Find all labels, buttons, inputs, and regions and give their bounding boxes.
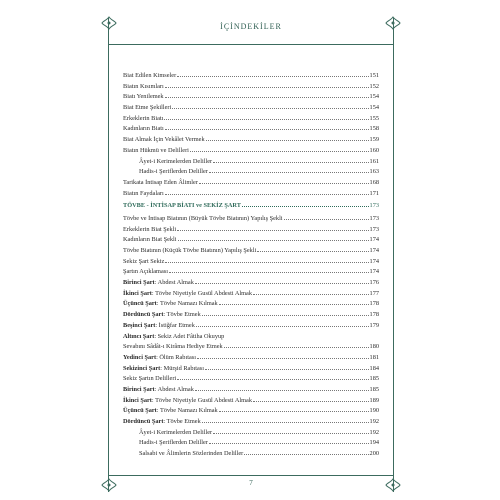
toc-entry-label — [123, 428, 212, 439]
toc-entry-label — [123, 438, 208, 449]
toc-entry-label-text: Biat Almak İçin Vekâlet Vermek — [123, 136, 205, 144]
footer-rule — [109, 475, 393, 476]
toc-entry-label-text: : Mürşid Rabıtası — [160, 364, 204, 372]
dot-leader — [253, 400, 369, 402]
toc-entry-label — [123, 189, 164, 200]
toc-entry-label — [123, 449, 243, 460]
toc-entry-label-text: Tövbe ve İntisap Biatının (Büyük Tövbe Biatının) Yapılış Şekli — [123, 214, 283, 222]
dot-leader — [225, 337, 378, 338]
toc-entry-label-text: : Ölüm Rabıtası — [156, 353, 196, 361]
toc-entry — [123, 449, 379, 460]
toc-entry-page: 168 — [369, 178, 379, 186]
toc-entry-label — [123, 92, 164, 103]
toc-entry — [123, 332, 379, 343]
toc-entry-label — [123, 332, 224, 343]
dot-leader — [196, 325, 369, 327]
toc-entry-page: 160 — [369, 146, 379, 154]
toc-entry-label-text: Tarikata İntisap Eden Âlimler — [123, 178, 198, 186]
toc-entry-label-text: : Tövbe Namazı Kılmak — [156, 407, 218, 415]
dot-leader — [165, 86, 369, 88]
toc-entry — [123, 289, 379, 300]
toc-entry-label-text: Sekiz Şart Sekiz — [123, 257, 165, 265]
toc-entry — [123, 385, 379, 396]
toc-entry-label-bold: Üçüncü Şart — [123, 300, 157, 308]
toc-entry-label — [123, 299, 218, 310]
dot-leader — [165, 96, 369, 98]
dot-leader — [172, 107, 368, 109]
toc-entry — [123, 428, 379, 439]
toc-entry-page: 192 — [369, 418, 379, 425]
toc-entry — [123, 353, 379, 364]
toc-entry-label-text: Tövbe Biatının (Küçük Tövbe Biatının) Yapılış Şekli — [123, 247, 257, 254]
toc-entry-label-bold: Birinci Şart — [123, 385, 155, 393]
toc-entry-label-bold: İkinci Şart — [123, 396, 152, 404]
toc-entry — [123, 157, 379, 168]
toc-entry-label — [123, 396, 252, 407]
toc-entry-label — [123, 406, 218, 417]
dot-leader — [219, 303, 369, 305]
toc-entry-page: 181 — [369, 353, 379, 361]
toc-entry-label-text: : İstiğfar Etmek — [155, 321, 195, 329]
dot-leader — [244, 453, 368, 455]
toc-entry — [123, 342, 379, 353]
toc-entry — [123, 257, 379, 268]
toc-entry-label-text: Sekiz Şartın Delilleri — [123, 375, 177, 383]
toc-entry-label-text: Hadis-i Şeriflerden Deliller — [139, 168, 208, 176]
toc-entry-page: 158 — [369, 125, 379, 133]
toc-entry-label — [123, 353, 196, 364]
toc-entry — [123, 225, 379, 236]
toc-entry-page: 176 — [369, 279, 379, 287]
toc-entry-label — [123, 82, 164, 93]
toc-entry-page: 171 — [369, 189, 379, 197]
toc-entry-label — [123, 124, 164, 135]
toc-entry-label — [123, 289, 252, 300]
toc-entry — [123, 189, 379, 200]
dot-leader — [205, 368, 369, 370]
toc-entry-label-bold: Birinci Şart — [123, 279, 155, 287]
dot-leader — [165, 193, 369, 195]
toc-entry-label-text: Kadınların Biat Şekli — [123, 236, 177, 244]
toc-entry-label — [123, 257, 164, 268]
dot-leader — [213, 161, 368, 163]
toc-entry — [123, 267, 379, 278]
toc-entry-label-text: Hadis-i Şeriflerden Deliller — [139, 439, 208, 447]
toc-entry-label-bold: Üçüncü Şart — [123, 407, 157, 415]
toc-entry — [123, 114, 379, 125]
toc-entry-page: 178 — [369, 300, 379, 308]
toc-entry — [123, 167, 379, 178]
toc-section-heading — [123, 201, 379, 212]
toc-entry-page: 154 — [369, 104, 379, 112]
toc-entry-page: 151 — [369, 72, 379, 79]
toc-entry-label — [123, 267, 168, 278]
toc-entry-label-text: Biatı Yenilemek — [123, 93, 164, 101]
toc-entry — [123, 92, 379, 103]
toc-entry-page: 173 — [369, 225, 379, 233]
toc-entry-page: 163 — [369, 168, 379, 176]
toc-entry-label-text: Salsabi ve Âlimlerin Sözlerinden Deliller — [139, 450, 244, 458]
toc-entry-label — [123, 321, 195, 332]
toc-entry-label — [123, 417, 201, 428]
dot-leader — [213, 432, 368, 434]
table-of-contents — [123, 71, 379, 460]
toc-entry-label — [123, 214, 283, 225]
dot-leader — [219, 410, 369, 412]
toc-entry-label — [123, 235, 177, 246]
dot-leader — [195, 282, 369, 284]
toc-entry-page: 152 — [369, 82, 379, 90]
toc-entry-page: 174 — [369, 247, 379, 254]
toc-entry-label — [123, 385, 194, 396]
toc-entry-label-text: Şartın Açıklaması — [123, 268, 168, 276]
toc-entry-label-text: : Tövbe Namazı Kılmak — [156, 300, 218, 308]
dot-leader — [177, 378, 368, 380]
toc-entry-label-text: Biat Etme Şekilleri — [123, 104, 172, 112]
toc-entry-page: 189 — [369, 396, 379, 404]
toc-entry-page: 174 — [369, 236, 379, 244]
dot-leader — [169, 271, 369, 273]
dot-leader — [177, 75, 368, 77]
toc-entry-label — [123, 364, 204, 375]
toc-entry — [123, 374, 379, 385]
toc-entry-label-text: Biatın Kısımları — [123, 82, 164, 90]
toc-entry-label — [123, 135, 205, 146]
toc-entry — [123, 246, 379, 257]
toc-entry-page: 185 — [369, 375, 379, 383]
toc-entry-label-text: : Tövbe Etmek — [163, 311, 201, 319]
toc-entry-label-text: Biatın Hükmü ve Delilleri — [123, 146, 189, 154]
toc-entry — [123, 103, 379, 114]
toc-entry-page: 155 — [369, 114, 379, 122]
dot-leader — [197, 357, 369, 359]
toc-entry-label-bold: Yedinci Şart — [123, 353, 157, 361]
toc-entry — [123, 299, 379, 310]
toc-entry-page: 154 — [369, 93, 379, 101]
toc-entry — [123, 124, 379, 135]
dot-leader — [257, 250, 368, 252]
toc-entry-page: 173 — [369, 202, 379, 210]
dot-leader — [195, 389, 369, 391]
dot-leader — [284, 218, 369, 220]
toc-entry-label-bold: İkinci Şart — [123, 289, 152, 297]
toc-entry-page: 174 — [369, 268, 379, 276]
toc-entry — [123, 71, 379, 82]
toc-entry-label-text: Sevabını Sâdât-ı Kirâma Hediye Etmek — [123, 343, 223, 351]
toc-entry-label-text: Âyet-i Kerimelerden Deliller — [139, 157, 213, 165]
toc-entry — [123, 146, 379, 157]
dot-leader — [190, 150, 369, 152]
toc-entry-label — [123, 342, 223, 353]
toc-entry-label-text: : Sekiz Adet Fâtiha Okuyup — [154, 332, 225, 340]
toc-entry-label — [123, 201, 241, 212]
page-frame — [108, 18, 394, 492]
dot-leader — [165, 261, 368, 263]
toc-entry-label-text: Biat Edilen Kimseler — [123, 72, 177, 79]
toc-entry-label — [123, 157, 212, 168]
toc-entry-page: 178 — [369, 311, 379, 319]
toc-entry-label-bold: Dördüncü Şart — [123, 311, 164, 319]
toc-entry-label — [123, 103, 171, 114]
toc-entry — [123, 82, 379, 93]
toc-entry-label-bold: Sekizinci Şart — [123, 364, 161, 372]
dot-leader — [178, 239, 369, 241]
dot-leader — [206, 139, 369, 141]
toc-entry-label-text: : Tövbe Etmek — [163, 418, 201, 425]
header-rule — [109, 44, 393, 45]
toc-entry-page: 177 — [369, 289, 379, 297]
toc-entry-page: 190 — [369, 407, 379, 415]
toc-entry-label — [123, 246, 256, 257]
toc-entry — [123, 178, 379, 189]
toc-entry-label-text: Biatın Faydaları — [123, 189, 164, 197]
dot-leader — [242, 205, 369, 207]
toc-entry-page: 173 — [369, 214, 379, 222]
dot-leader — [165, 128, 369, 130]
dot-leader — [177, 229, 368, 231]
toc-entry-page: 179 — [369, 321, 379, 329]
toc-entry — [123, 396, 379, 407]
toc-entry-label — [123, 225, 176, 236]
toc-entry-label — [123, 71, 176, 82]
toc-entry-label-text: Kadınların Biatı — [123, 125, 164, 133]
toc-entry-page: 180 — [369, 343, 379, 351]
toc-entry-label-bold: Altıncı Şart — [123, 332, 155, 340]
toc-entry — [123, 310, 379, 321]
toc-entry — [123, 438, 379, 449]
toc-entry-label-text: : Abdest Almak — [154, 279, 194, 287]
toc-entry-page: 200 — [369, 450, 379, 458]
toc-entry-page: 161 — [369, 157, 379, 165]
toc-entry — [123, 278, 379, 289]
page-number: 7 — [241, 479, 261, 487]
toc-entry — [123, 235, 379, 246]
toc-entry-label-text: : Tövbe Niyetiyle Gusül Abdesti Almak — [151, 396, 252, 404]
dot-leader — [202, 314, 369, 316]
toc-entry-page: 174 — [369, 257, 379, 265]
toc-entry-label-text: Âyet-i Kerimelerden Deliller — [139, 428, 213, 436]
toc-entry-label — [123, 167, 208, 178]
dot-leader — [199, 182, 369, 184]
dot-leader — [209, 171, 369, 173]
toc-entry-label — [123, 374, 176, 385]
page-footer — [109, 479, 393, 487]
page-header — [109, 22, 393, 31]
dot-leader — [253, 293, 369, 295]
toc-entry-label-text: TÖVBE - İNTİSAP BİATI ve SEKİZ ŞART — [123, 202, 241, 210]
toc-entry-page: 185 — [369, 385, 379, 393]
toc-entry — [123, 364, 379, 375]
toc-entry-page: 194 — [369, 439, 379, 447]
toc-entry-page: 192 — [369, 428, 379, 436]
toc-entry — [123, 406, 379, 417]
dot-leader — [209, 442, 369, 444]
toc-entry-page: 159 — [369, 136, 379, 144]
toc-entry-label — [123, 278, 194, 289]
page-title: İÇİNDEKİLER — [220, 22, 282, 31]
toc-entry-label — [123, 178, 198, 189]
toc-entry-label-text: : Tövbe Niyetiyle Gusül Abdesti Almak — [151, 289, 252, 297]
toc-entry-label — [123, 146, 189, 157]
toc-entry — [123, 417, 379, 428]
toc-entry-label-bold: Dördüncü Şart — [123, 418, 164, 425]
toc-entry-label-text: : Abdest Almak — [154, 385, 194, 393]
toc-entry-label-bold: Beşinci Şart — [123, 321, 156, 329]
toc-entry — [123, 214, 379, 225]
dot-leader — [164, 118, 368, 120]
dot-leader — [224, 346, 369, 348]
toc-entry-label-text: Erkeklerin Biat Şekli — [123, 225, 177, 233]
toc-entry — [123, 321, 379, 332]
dot-leader — [202, 421, 369, 423]
toc-entry — [123, 135, 379, 146]
toc-entry-label — [123, 310, 201, 321]
toc-entry-label-text: Erkeklerin Biatı — [123, 114, 164, 122]
toc-entry-label — [123, 114, 163, 125]
toc-entry-page: 184 — [369, 364, 379, 372]
